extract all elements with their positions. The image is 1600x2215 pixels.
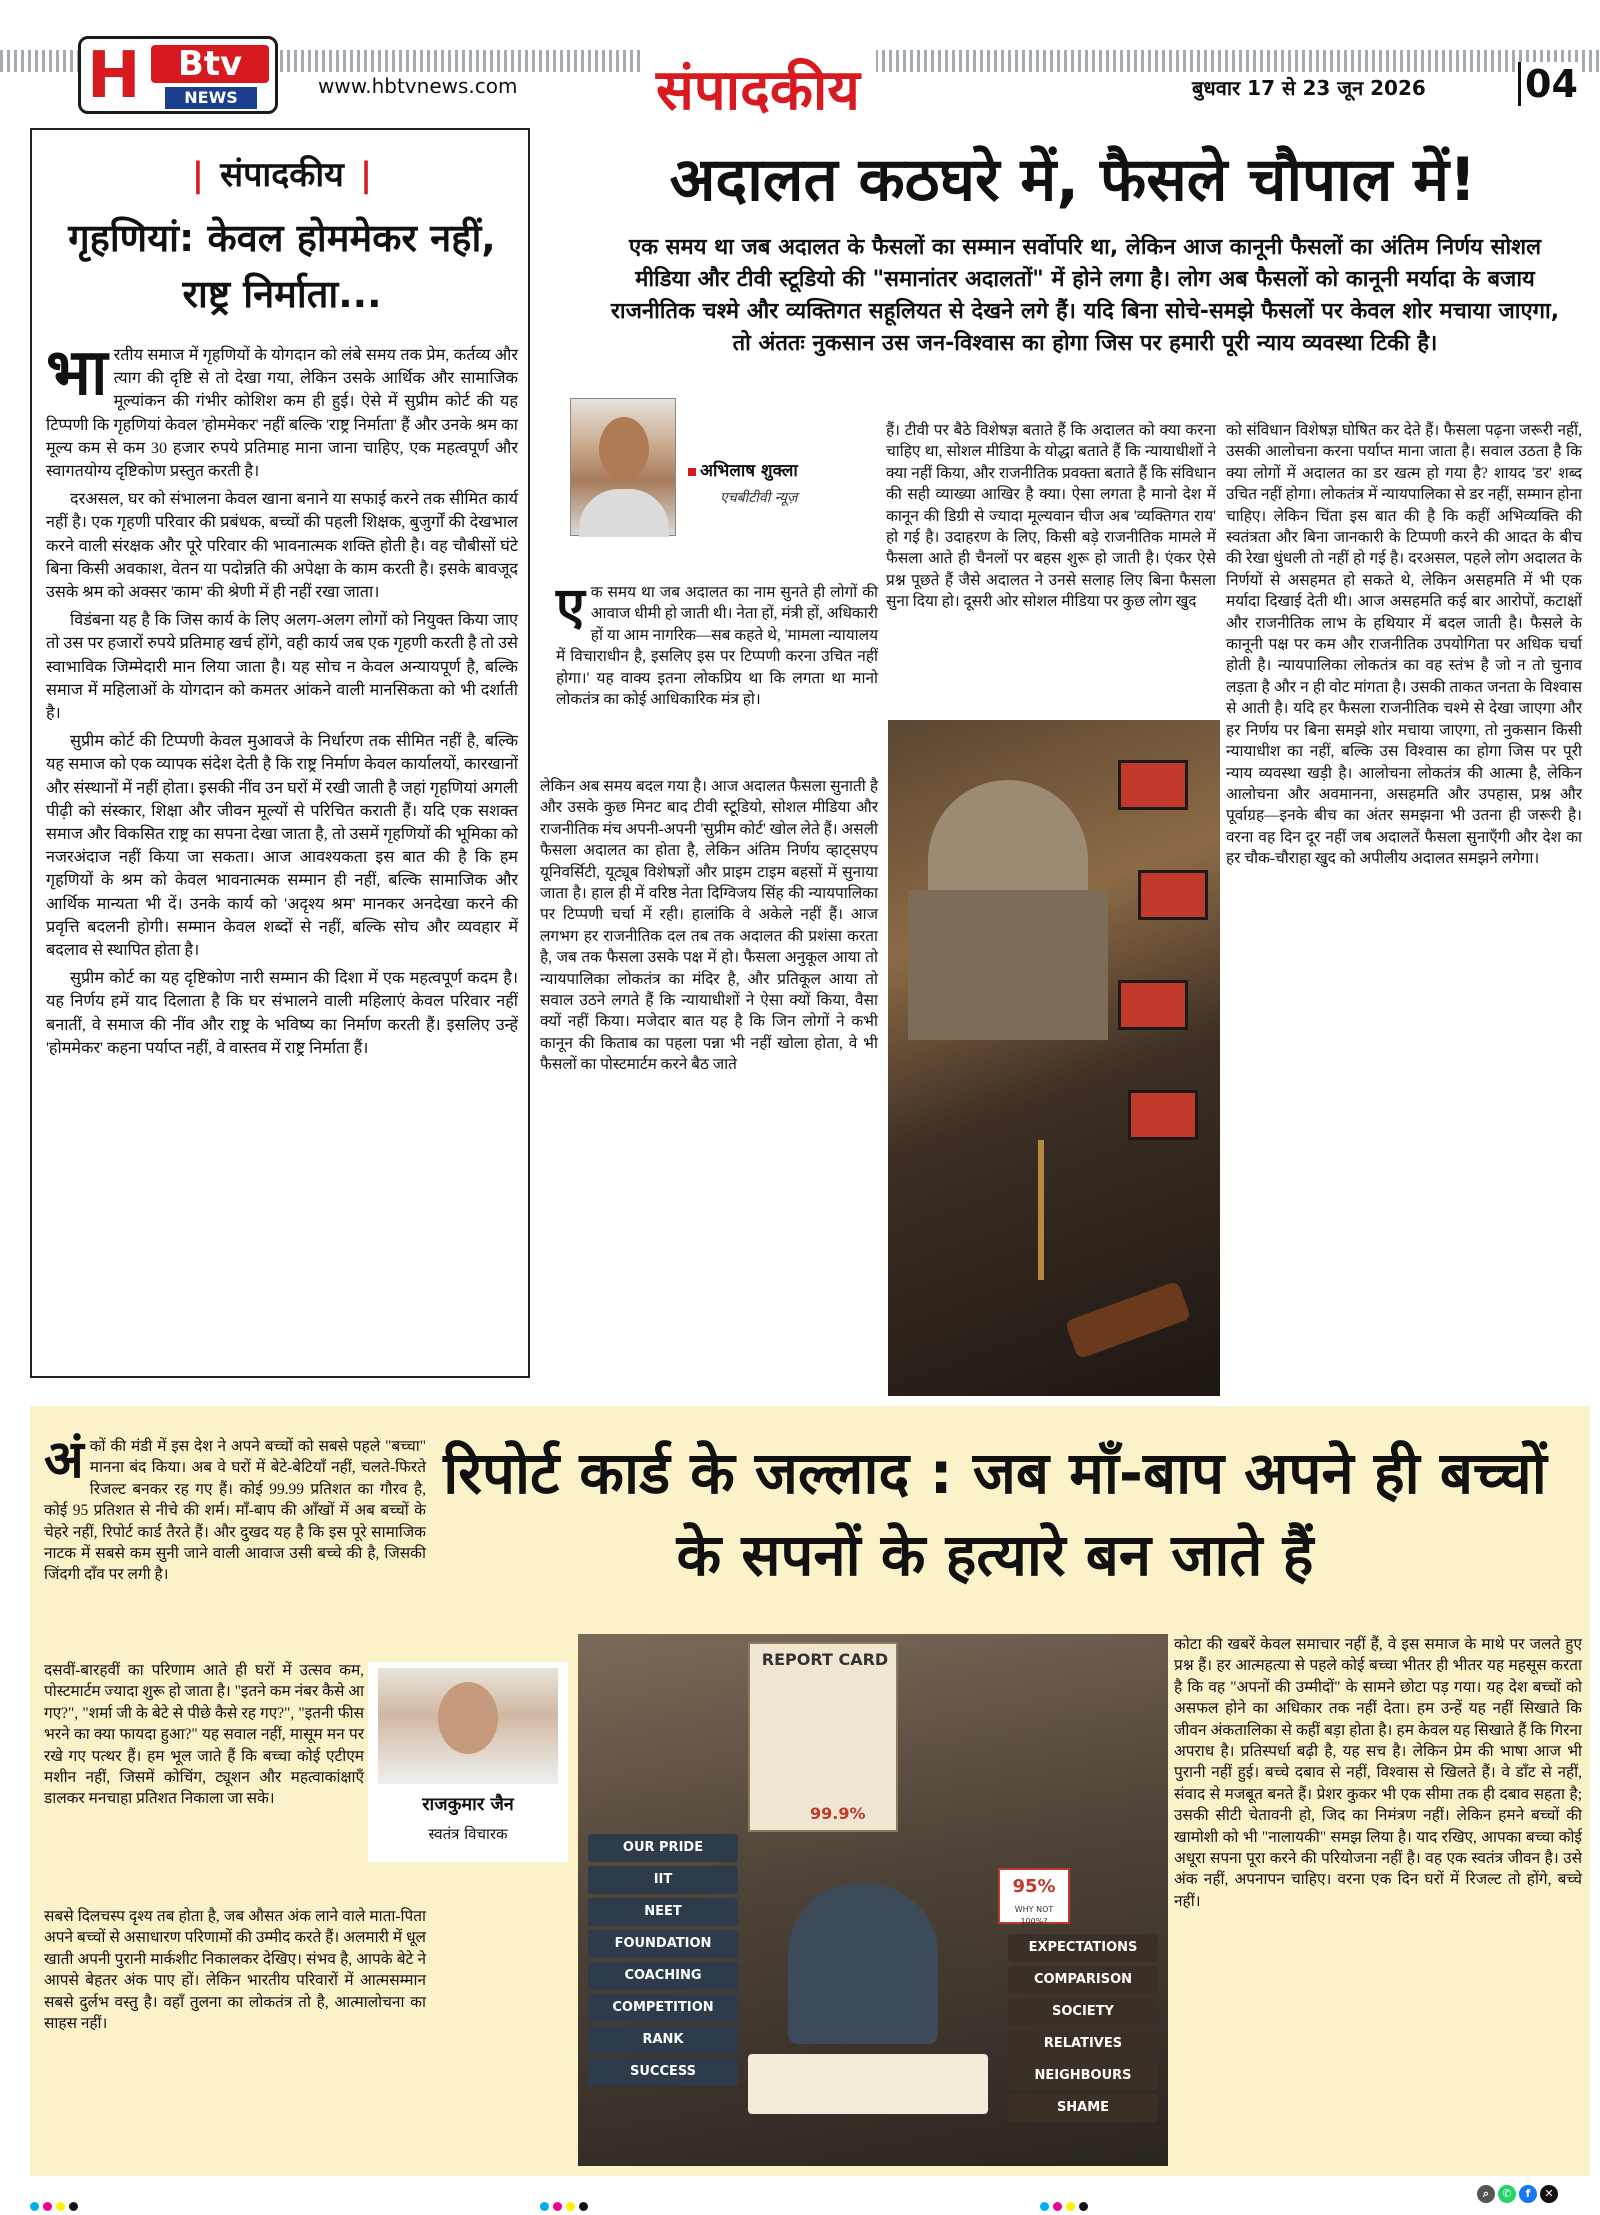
editorial-para: भारतीय समाज में गृहणियों के योगदान को लंबे समय तक प्रेम, कर्तव्य और त्याग की दृष्टि से तो देखा गया, लेकिन उसके आर्थिक और सामाजिक मूल्यांकन की गंभीर कोशिश कम ही हुई। ऐसे में सुप्रीम कोर्ट की यह टिप्पणी कि गृहणियां केवल 'होममेकर' नहीं बल्कि 'राष्ट्र निर्माता' हैं और उनके श्रम का मूल्य कम से कम 30 हजार रुपये प्रतिमाह माना जाना चाहिए, एक महत्वपूर्ण और स्वागतयोग्य दृष्टिकोण प्रस्तुत करती है। [46, 336, 518, 481]
tv-screen [1118, 760, 1188, 810]
facebook-icon[interactable]: f [1519, 2185, 1537, 2203]
open-book [748, 2054, 988, 2114]
book-label: SUCCESS [588, 2058, 738, 2086]
color-dots [30, 2196, 82, 2206]
bottom-para-1: अंकों की मंडी में इस देश ने अपने बच्चों को सबसे पहले "बच्चा" मानना बंद किया। अब वे घरों में बेटे-बेटियाँ नहीं, चलते-फिरते रिजल्ट बनकर रह गए हैं। कोई 99.99 प्रतिशत का गौरव है, कोई 95 प्रतिशत से नीचे की शर्म। माँ-बाप की आँखों में अब बच्चों के चेहरे नहीं, रिपोर्ट कार्ड तैरते हैं। और दुखद यह है कि इस पूरे सामाजिक नाटक में सबसे कम सुनी जाने वाली आवाज उसी बच्चे की है, जिसकी जिंदगी दाँव पर लगी है। [44, 1430, 426, 1584]
site-url[interactable]: www.hbtvnews.com [312, 74, 523, 98]
score-badge: 95% WHY NOT 100%? [998, 1868, 1070, 1924]
book-label: SOCIETY [1008, 1998, 1158, 2026]
author-name: अभिलाष शुक्ला [688, 458, 798, 481]
hbtv-logo[interactable] [78, 36, 278, 114]
editorial-tag: | संपादकीय | [191, 155, 373, 195]
report-card-illustration [578, 1634, 1168, 2166]
book-label: NEET [588, 1898, 738, 1926]
book-label: FOUNDATION [588, 1930, 738, 1958]
report-card [748, 1642, 898, 1832]
logo-news: NEWS [165, 87, 257, 109]
article-column-1b: लेकिन अब समय बदल गया है। आज अदालत फैसला सुनाती है और उसके कुछ मिनट बाद टीवी स्टूडियो, सोशल मीडिया और राजनीतिक मंच अपनी-अपनी 'सुप्रीम कोर्ट' खोल लेते हैं। असली फैसला अदालत का होता है, लेकिन अंतिम निर्णय व्हाट्सएप यूनिवर्सिटी, यूट्यूब विशेषज्ञों और प्राइम टाइम बहसों में सुनाया जाता है। हाल ही में वरिष्ठ नेता दिग्विजय सिंह की न्यायपालिका पर टिप्पणी चर्चा में रही। हालांकि वे अकेले नहीं हैं। आज लगभग हर राजनीतिक दल तब तक अदालत की प्रशंसा करता है, जब तक फैसला उसके पक्ष में हो। फैसला अनुकूल आया तो न्यायपालिका लोकतंत्र का मंदिर है, और प्रतिकूल आया तो सवाल उठने लगते हैं कि न्यायाधीशों ने ऐसा क्यों किया, वैसा क्यों नहीं किया। मजेदार बात यह है कि जिन लोगों ने कभी कानून की किताब का पहला पन्ना भी नहीं खोला होता, वे भी फैसलों का पोस्टमार्टम करने बैठ जाते [540, 778, 879, 1074]
report-card-percent: 99.9% [810, 1804, 866, 1823]
social-icons [1474, 2182, 1558, 2203]
boy-figure [788, 1884, 938, 2044]
author-photo [570, 398, 676, 536]
editorial-body [46, 336, 518, 1065]
bottom-para-3: सबसे दिलचस्प दृश्य तब होता है, जब औसत अंक लाने वाले माता-पिता अपने बच्चों से असाधारण परिणामों की उम्मीद करते हैं। अलमारी में धूल खाती अपनी पुरानी मार्कशीट निकालकर देखिए। संभव है, आपके बेटे ने आपसे बेहतर अंक पाए हों। लेकिन भारतीय परिवारों में आत्मसम्मान सबसे दुर्लभ वस्तु है। वहाँ तुलना का लोकतंत्र तो है, आत्मालोचना का साहस नहीं। [44, 1908, 426, 2033]
tv-screen [1128, 1090, 1198, 1140]
color-dots [1040, 2196, 1092, 2206]
whatsapp-icon[interactable]: ✆ [1498, 2185, 1516, 2203]
court-illustration [888, 720, 1220, 1396]
editorial-para: विडंबना यह है कि जिस कार्य के लिए अलग-अलग लोगों को नियुक्त किया जाए तो उस पर हजारों रुपये प्रतिमाह खर्च होंगे, वही कार्य जब एक गृहणी करती है तो उसे स्वाभाविक जिम्मेदारी मान लिया जाता है। यह सोच न केवल अन्यायपूर्ण है, बल्कि समाज में महिलाओं के योगदान को कमतर आंकने वाली मानसिकता को भी दर्शाती है। [46, 611, 518, 723]
report-card-title: REPORT CARD [761, 1650, 889, 1669]
logo-btv: Btv [151, 45, 269, 83]
main-deck: एक समय था जब अदालत के फैसलों का सम्मान सर्वोपरि था, लेकिन आज कानूनी फैसलों का अंतिम निर्णय सोशल मीडिया और टीवी स्टूडियो की "समानांतर अदालतों" में होने लगा है। लोग अब फैसलों को कानूनी मर्यादा के बजाय राजनीतिक चश्मे और व्यक्तिगत सहूलियत से देखने लगे हैं। यदि बिना सोचे-समझे फैसलों पर केवल शोर मचाया जाएगा, तो अंततः नुकसान उस जन-विश्वास का होगा जिस पर हमारी पूरी न्याय व्यवस्था टिकी है। [610, 235, 1560, 356]
book-label: COMPETITION [588, 1994, 738, 2022]
editorial-box [30, 128, 530, 1378]
book-label: NEIGHBOURS [1008, 2062, 1158, 2090]
book-label: RELATIVES [1008, 2030, 1158, 2058]
article-column-3: को संविधान विशेषज्ञ घोषित कर देते हैं। फैसला पढ़ना जरूरी नहीं, उसकी आलोचना करना पर्याप्त माना जाता है। सवाल उठता है कि क्या लोगों में अदालत का डर खत्म हो गया है? शायद 'डर' शब्द उचित नहीं होगा। लोकतंत्र में न्यायपालिका से डर नहीं, सम्मान होना चाहिए। लेकिन चिंता इस बात की है कि कहीं अभिव्यक्ति की स्वतंत्रता और बिना जानकारी के टिप्पणी करने की आदत के बीच की रेखा धुंधली तो नहीं हो गई है। दरअसल, पहले लोग अदालत के निर्णयों से असहमत हो सकते थे, लेकिन असहमति में भी एक मर्यादा दिखाई देती थी। आज असहमति कई बार आरोपों, कटाक्षों और राजनीतिक लाभ के हथियार में बदल जाती है। फैसले के कानूनी पक्ष पर कम और राजनीतिक उपयोगिता पर अधिक चर्चा होती है। न्यायपालिका लोकतंत्र का वह स्तंभ है जो न तो चुनाव लड़ता है और न ही वोट मांगता है। उसकी ताकत जनता के विश्वास से आती है। यदि हर फैसला राजनीतिक चश्मे से देखा जाएगा और हर निर्णय पर बिना समझे शोर मचाया जाएगा, तो नुकसान किसी न्यायाधीश का नहीं, बल्कि उस विश्वास का होगा जिस पर पूरी न्याय व्यवस्था खड़ी है। आलोचना लोकतंत्र की आत्मा है, लेकिन आलोचना और अवमानना, असहमति और उपहास, प्रश्न और पूर्वाग्रह—इनके बीच का अंतर समझना भी उतना ही जरूरी है। वरना वह दिन दूर नहीं जब अदालतें फैसला सुनाएँगी और देश का हर चौक-चौराहा खुद को अपीलीय अदालत समझने लगेगा। [1226, 422, 1582, 868]
editorial-para: दरअसल, घर को संभालना केवल खाना बनाने या सफाई करने तक सीमित कार्य नहीं है। एक गृहणी परिवार की प्रबंधक, बच्चों की पहली शिक्षक, बुजुर्गों की देखभाल करने वाली संरक्षक और पूरे परिवार की भावनात्मक शक्ति होती है। वह चौबीसों घंटे बिना किसी अवकाश, वेतन या पदोन्नति की अपेक्षा के काम करती है। इसके बावजूद उसके श्रम को अक्सर 'काम' की श्रेणी में ही नहीं रखा जाता। [46, 490, 518, 602]
book-label: COACHING [588, 1962, 738, 1990]
author-photo [378, 1668, 558, 1784]
book-label: OUR PRIDE [588, 1834, 738, 1862]
section-title: संपादकीय [640, 50, 876, 126]
editorial-para: सुप्रीम कोर्ट का यह दृष्टिकोण नारी सम्मान की दिशा में एक महत्वपूर्ण कदम है। यह निर्णय हमें याद दिलाता है कि घर संभालने वाली महिलाएं केवल परिवार नहीं बनातीं, वे समाज की नींव और राष्ट्र के भविष्य का निर्माण करती हैं। इसलिए उन्हें 'होममेकर' कहना पर्याप्त नहीं, वे वास्तव में राष्ट्र निर्माता हैं। [46, 969, 518, 1057]
book-label: SHAME [1008, 2094, 1158, 2122]
editorial-para: सुप्रीम कोर्ट की टिप्पणी केवल मुआवजे के निर्धारण तक सीमित नहीं है, बल्कि यह समाज को एक व्यापक संदेश देती है कि राष्ट्र निर्माण केवल कार्यालयों, कारखानों और संस्थानों में नहीं होता। इसकी नींव उन घरों में रखी जाती है जहां गृहणियां अगली पीढ़ी को संस्कार, शिक्षा और जीवन मूल्यों से परिचित कराती हैं। यदि एक सशक्त समाज और विकसित राष्ट्र का सपना देखा जाता है, तो उसमें गृहणियों की भूमिका को नजरअंदाज नहीं किया जा सकता। आज आवश्यकता इस बात की है कि हम गृहणियों के श्रम को केवल भावनात्मक सम्मान ही नहीं, बल्कि सामाजिक और आर्थिक मान्यता भी दें। उनके कार्य को 'अदृश्य श्रम' मानकर अनदेखा करने की प्रवृत्ति बदलनी होगी। सम्मान केवल शब्दों से नहीं, बल्कि सोच और व्यवहार में बदलाव से स्थापित होता है। [46, 732, 518, 960]
drop-cap: भा [46, 336, 108, 410]
footer [0, 2186, 1600, 2215]
author-card [560, 392, 860, 542]
logo-h: H [87, 39, 141, 113]
main-headline: अदालत कठघरे में, फैसले चौपाल में! [669, 145, 1477, 215]
page-number: 04 [1518, 62, 1582, 106]
book-stack-right [1008, 1934, 1158, 2126]
bottom-headline: रिपोर्ट कार्ड के जल्लाद : जब माँ-बाप अपने ही बच्चों के सपनों के हत्यारे बन जाते हैं [443, 1439, 1547, 1589]
author-role: एचबीटीवी न्यूज़ [720, 490, 798, 506]
article-column-1a: एक समय था जब अदालत का नाम सुनते ही लोगों की आवाज धीमी हो जाती थी। नेता हों, मंत्री हों, अधिकारी हों या आम नागरिक—सब कहते थे, 'मामला न्यायालय में विचाराधीन है, इसलिए इस पर टिप्पणी करना उचित नहीं होगा।' यह वाक्य इतना लोकप्रिय था कि लगता था मानो लोकतंत्र का कोई आधिकारिक मंत्र हो। [556, 577, 879, 709]
bottom-para-4: कोटा की खबरें केवल समाचार नहीं हैं, वे इस समाज के माथे पर जलते हुए प्रश्न हैं। हर आत्महत्या से पहले कोई बच्चा भीतर ही भीतर यह महसूस करता है कि वह "अपनों की उम्मीदों" के सामने छोटा पड़ गया। यह देश बच्चों को असफल होने का अधिकार तक नहीं देता। हम उन्हें यह नहीं सिखाते कि जीवन अंकतालिका से कहीं बड़ा होता है। हम केवल यह सिखाते हैं कि गिरना अपराध है। प्रतिस्पर्धा बढ़ी है, यह सच है। लेकिन प्रेम की भाषा आज भी पुरानी नहीं हुई। बच्चे दबाव से नहीं, विश्वास से खिलते हैं। वे डाँट से नहीं, संवाद से मजबूत बनते हैं। प्रेशर कुकर भी एक सीमा तक ही दबाव सहता है; उसकी सीटी चेतावनी हो, जिद का निमंत्रण नहीं। लेकिन हमने बच्चों की खामोशी को भी "नालायकी" समझ लिया है। याद रखिए, आपका बच्चा कोई अधूरा सपना पूरा करने की परियोजना नहीं है। वह एक स्वतंत्र जीवन है। उसे अंक नहीं, अपनापन चाहिए। वरना एक दिन घरों में रिजल्ट तो होंगे, बच्चे नहीं। [1174, 1636, 1582, 1910]
justice-scale [1038, 1140, 1044, 1280]
tv-screen [1118, 980, 1188, 1030]
drop-cap: अं [44, 1430, 84, 1490]
bottom-para-2: दसवीं-बारहवीं का परिणाम आते ही घरों में उत्सव कम, पोस्टमार्टम ज्यादा शुरू हो जाता है। "इतने कम नंबर कैसे आ गए?", "शर्मा जी के बेटे से पीछे कैसे रह गए?", "इतनी फीस भरने का क्या फायदा हुआ?" यह सवाल नहीं, मासूम मन पर रखे गए पत्थर हैं। हम भूल जाते हैं कि बच्चा कोई एटीएम मशीन नहीं, जिसमें कोचिंग, ट्यूशन और महत्वाकांक्षाएँ डालकर मनचाहा प्रतिशत निकाला जा सके। [44, 1662, 364, 1808]
gavel [1065, 1281, 1191, 1360]
color-dots [540, 2196, 592, 2206]
court-dome [928, 780, 1088, 890]
article-column-2: हैं। टीवी पर बैठे विशेषज्ञ बताते हैं कि अदालत को क्या करना चाहिए था, सोशल मीडिया के योद्धा बताते हैं कि न्यायाधीशों ने क्या नहीं किया, और राजनीतिक प्रवक्ता बताते हैं कि संविधान की सही व्याख्या आखिर है क्या। ऐसा लगता है मानो देश में कानून की डिग्री से ज्यादा मूल्यवान चीज अब 'व्यक्तिगत राय' हो गई है। उदाहरण के लिए, किसी बड़े राजनीतिक मामले में फैसला आते ही चैनलों पर बहस शुरू हो जाती है। एंकर ऐसे प्रश्न पूछते हैं जैसे अदालत ने उनसे सलाह लिए बिना फैसला सुना दिया हो। दूसरी ओर सोशल मीडिया पर कुछ लोग खुद [886, 422, 1216, 611]
tv-screen [1138, 870, 1208, 920]
drop-cap: ए [556, 577, 585, 637]
issue-date: बुधवार 17 से 23 जून 2026 [1186, 74, 1432, 101]
book-label: COMPARISON [1008, 1966, 1158, 1994]
x-icon[interactable]: ✕ [1540, 2185, 1558, 2203]
book-label: RANK [588, 2026, 738, 2054]
book-label: IIT [588, 1866, 738, 1894]
book-label: EXPECTATIONS [1008, 1934, 1158, 1962]
book-stack-left [588, 1834, 738, 2090]
author-card-2 [368, 1662, 568, 1862]
editorial-title: गृहणियां: केवल होममेकर नहीं, राष्ट्र निर्माता... [68, 216, 496, 316]
author-name: राजकुमार जैन [422, 1794, 514, 1815]
search-icon[interactable]: ⌕ [1477, 2185, 1495, 2203]
author-role: स्वतंत्र विचारक [428, 1825, 508, 1843]
court-building [908, 890, 1108, 1040]
